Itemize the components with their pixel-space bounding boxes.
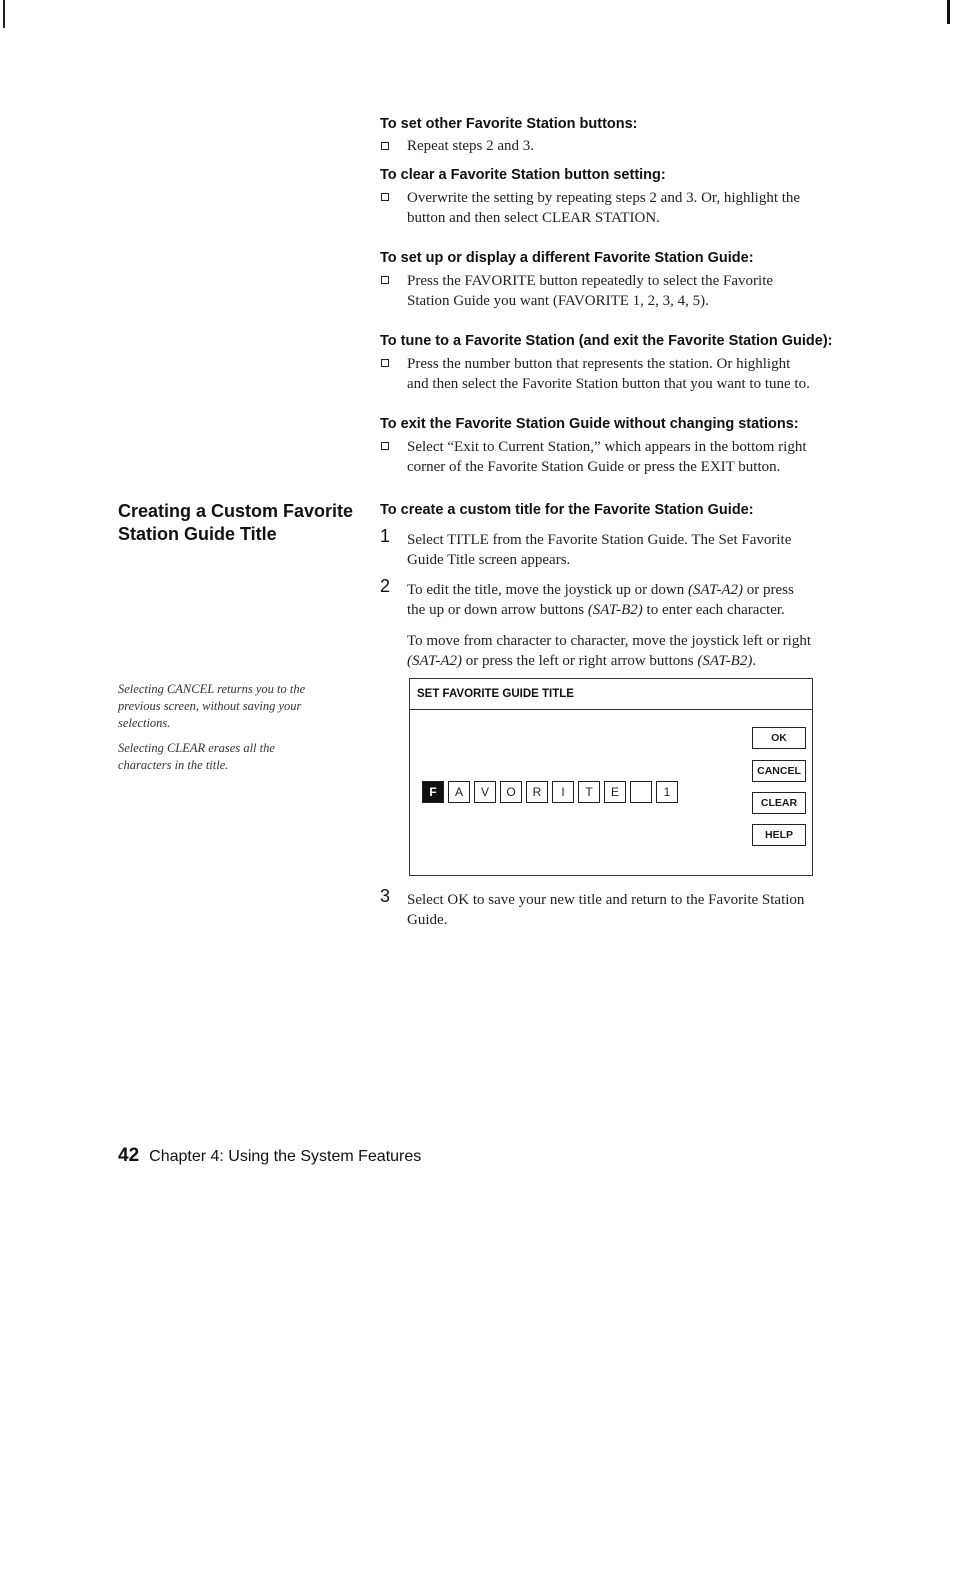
section-text: Press the FAVORITE button repeatedly to select the Favorite Station Guide you want (FAVORITE 1, 2, 3, 4, 5). [407,273,774,309]
section-text: Overwrite the setting by repeating steps 2 and 3. Or, highlight the button and then select CLEAR STATION. [407,190,801,226]
step-text: To edit the title, move the joystick up or down (SAT-A2) or press the up or down arrow buttons (SAT-B2) to enter each character. [407,582,794,618]
sidebar-title: Creating a Custom Favorite Station Guide Title [118,501,354,544]
chapter-title: Chapter 4: Using the System Features [149,1148,422,1165]
ok-button[interactable]: OK [752,727,806,749]
clear-button[interactable]: CLEAR [752,792,806,814]
scan-edge-mark [3,0,5,28]
title-character-cell[interactable]: 1 [656,781,678,803]
step-number: 1 [380,526,391,546]
section-text: Select “Exit to Current Station,” which appears in the bottom right corner of the Favorite Station Guide or press the EXIT button. [407,439,807,475]
scan-edge-mark [947,0,950,24]
title-character-cell[interactable]: I [552,781,574,803]
section-heading: To create a custom title for the Favorite Station Guide: [380,502,754,518]
title-character-cell[interactable]: T [578,781,600,803]
title-character-cell[interactable] [630,781,652,803]
help-button[interactable]: HELP [752,824,806,846]
step-text: Select OK to save your new title and return to the Favorite Station Guide. [407,892,805,928]
checkbox-bullet-icon [381,142,389,150]
set-favorite-guide-title-dialog [409,678,813,876]
checkbox-bullet-icon [381,276,389,284]
section-text: Repeat steps 2 and 3. [407,138,535,154]
page-footer [118,1145,421,1167]
sidebar-note-cancel: Selecting CANCEL returns you to the previous screen, without saving your selections. [118,682,306,730]
title-character-cell[interactable]: O [500,781,522,803]
title-character-row [422,781,678,803]
section-heading: To exit the Favorite Station Guide without changing stations: [380,416,799,432]
dialog-title: SET FAVORITE GUIDE TITLE [417,688,574,700]
dialog-divider [410,709,812,710]
checkbox-bullet-icon [381,442,389,450]
title-character-cell[interactable]: V [474,781,496,803]
step-number: 3 [380,886,391,906]
section-heading: To set other Favorite Station buttons: [380,116,638,132]
section-heading: To set up or display a different Favorite Station Guide: [380,250,754,266]
title-character-cell[interactable]: F [422,781,444,803]
title-character-cell[interactable]: A [448,781,470,803]
section-heading: To clear a Favorite Station button setting: [380,167,666,183]
cancel-button[interactable]: CANCEL [752,760,806,782]
title-character-cell[interactable]: R [526,781,548,803]
checkbox-bullet-icon [381,359,389,367]
checkbox-bullet-icon [381,193,389,201]
step-number: 2 [380,576,391,596]
section-heading: To tune to a Favorite Station (and exit the Favorite Station Guide): [380,333,833,349]
step-text: Select TITLE from the Favorite Station Guide. The Set Favorite Guide Title screen appears. [407,532,792,568]
step-paragraph: To move from character to character, move the joystick left or right (SAT-A2) or press the left or right arrow buttons (SAT-B2). [407,633,812,669]
page-number: 42 [118,1145,140,1166]
sidebar-note-clear: Selecting CLEAR erases all the characters in the title. [118,741,275,772]
section-text: Press the number button that represents the station. Or highlight and then select the Favorite Station button that you want to tune to. [407,356,810,392]
title-character-cell[interactable]: E [604,781,626,803]
